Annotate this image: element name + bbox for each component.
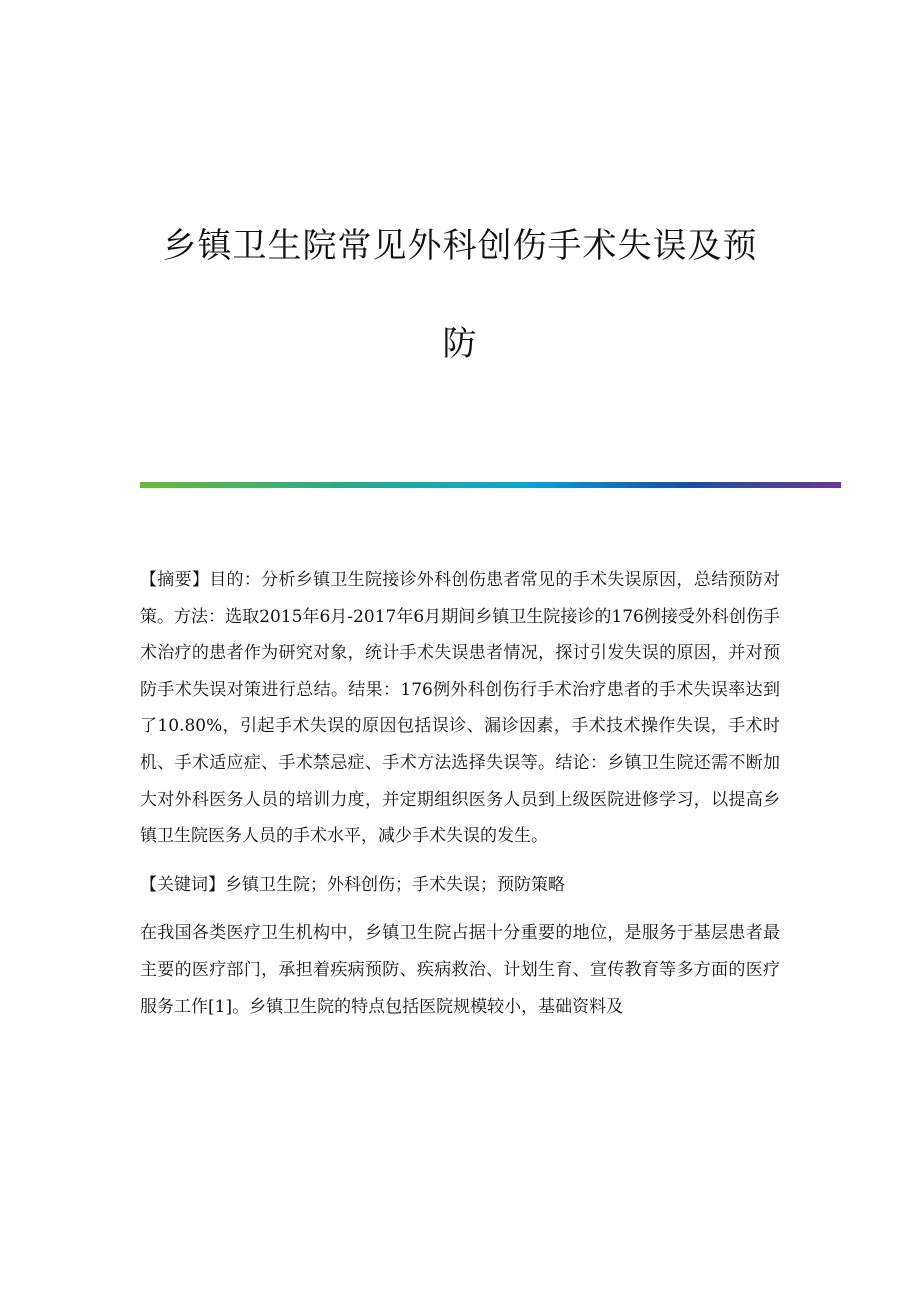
title-divider-bar xyxy=(140,482,841,488)
keywords-paragraph: 【关键词】乡镇卫生院；外科创伤；手术失误；预防策略 xyxy=(140,874,565,895)
body-paragraph: 在我国各类医疗卫生机构中，乡镇卫生院占据十分重要的地位，是服务于基层患者最主要的医疗部门，承担着疾病预防、疾病救治、计划生育、宣传教育等多方面的医疗服务工作[1]。乡镇卫生院的特点包括医院规模较小，基础资料及 xyxy=(140,923,780,1017)
document-title-line-2: 防 xyxy=(442,324,478,364)
document-body xyxy=(140,562,780,1037)
document-title-line-1: 乡镇卫生院常见外科创伤手术失误及预 xyxy=(162,226,758,266)
abstract-paragraph: 【摘要】目的：分析乡镇卫生院接诊外科创伤患者常见的手术失误原因，总结预防对策。方法：选取2015年6月-2017年6月期间乡镇卫生院接诊的176例接受外科创伤手术治疗的患者作为研究对象，统计手术失误患者情况，探讨引发失误的原因，并对预防手术失误对策进行总结。结果：176例外科创伤行手术治疗患者的手术失误率达到了10.80%，引起手术失误的原因包括误诊、漏诊因素，手术技术操作失误，手术时机、手术适应症、手术禁忌症、手术方法选择失误等。结论：乡镇卫生院还需不断加大对外科医务人员的培训力度，并定期组织医务人员到上级医院进修学习，以提高乡镇卫生院医务人员的手术水平，减少手术失误的发生。 xyxy=(140,570,780,847)
